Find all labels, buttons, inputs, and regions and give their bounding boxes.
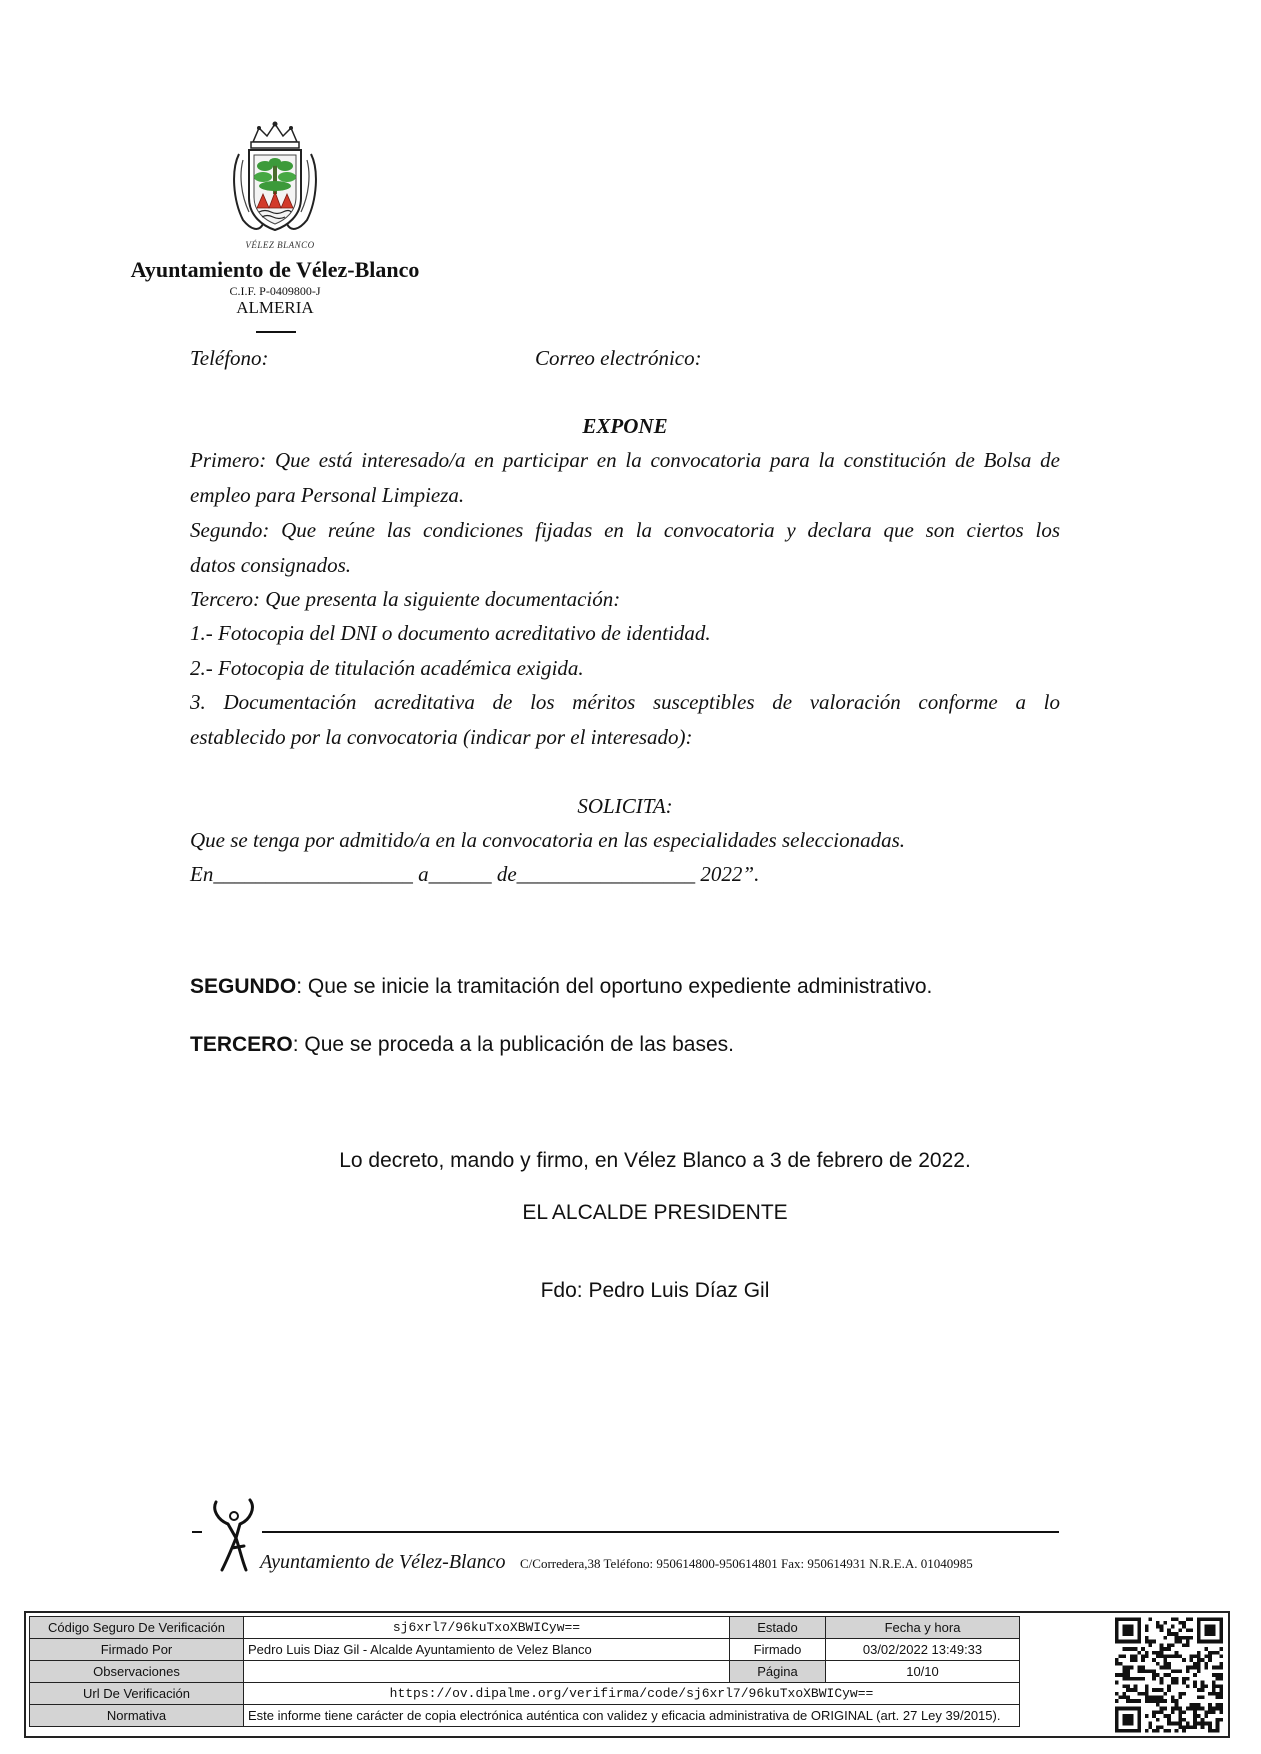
signer-name: Fdo: Pedro Luis Díaz Gil: [540, 1279, 770, 1302]
footer-divider: [262, 1531, 1059, 1533]
url-value[interactable]: https://ov.dipalme.org/verifirma/code/sj6xrl7/96kuTxoXBWICyw==: [244, 1683, 1020, 1705]
pagina-value: 10/10: [826, 1661, 1020, 1683]
verification-box: [24, 1611, 1230, 1738]
csv-value: sj6xrl7/96kuTxoXBWICyw==: [244, 1617, 730, 1639]
municipality-cif: C.I.F. P-0409800-J: [229, 284, 321, 298]
segundo-paragraph: [190, 975, 932, 999]
expone-line: establecido por la convocatoria (indicar por el interesado):: [190, 725, 693, 749]
observaciones-label: Observaciones: [30, 1661, 244, 1683]
footer-figure-icon: [208, 1498, 266, 1572]
signer-title: EL ALCALDE PRESIDENTE: [522, 1201, 788, 1224]
estado-value: Firmado: [730, 1639, 826, 1661]
verification-table: [29, 1616, 1020, 1727]
table-row: [30, 1683, 1020, 1705]
firmado-label: Firmado Por: [30, 1639, 244, 1661]
qr-code-icon: [1115, 1617, 1223, 1733]
expone-line: empleo para Personal Limpieza.: [190, 483, 465, 507]
firmado-value: Pedro Luis Diaz Gil - Alcalde Ayuntamiento de Velez Blanco: [244, 1639, 730, 1661]
expone-line: Primero: Que está interesado/a en participar en la convocatoria para la constitución de Bolsa de: [190, 448, 1060, 472]
csv-label: Código Seguro De Verificación: [30, 1617, 244, 1639]
pagina-label: Página: [730, 1661, 826, 1683]
segundo-label: SEGUNDO: [190, 975, 297, 998]
expone-line: 1.- Fotocopia del DNI o documento acreditativo de identidad.: [190, 621, 711, 645]
url-label: Url De Verificación: [30, 1683, 244, 1705]
municipal-crest-icon: [229, 120, 321, 238]
expone-title: EXPONE: [582, 414, 668, 438]
header-divider: [256, 331, 296, 333]
decree-text: Lo decreto, mando y firmo, en Vélez Blanco a 3 de febrero de 2022.: [339, 1149, 971, 1172]
tercero-label: TERCERO: [190, 1033, 293, 1056]
tercero-paragraph: [190, 1033, 734, 1057]
crest-caption: VÉLEZ BLANCO: [245, 240, 315, 250]
solicita-title: SOLICITA:: [577, 794, 673, 818]
table-row: [30, 1661, 1020, 1683]
footer-address: C/Corredera,38 Teléfono: 950614800-950614801 Fax: 950614931 N.R.E.A. 01040985: [520, 1556, 973, 1571]
table-row: [30, 1639, 1020, 1661]
expone-line: datos consignados.: [190, 553, 352, 577]
expone-line: 2.- Fotocopia de titulación académica exigida.: [190, 656, 584, 680]
municipality-name: Ayuntamiento de Vélez-Blanco: [130, 257, 420, 282]
estado-label: Estado: [730, 1617, 826, 1639]
expone-line: Segundo: Que reúne las condiciones fijadas en la convocatoria y declara que son ciertos los: [190, 518, 1060, 542]
municipality-province: ALMERIA: [236, 298, 314, 317]
fecha-label: Fecha y hora: [826, 1617, 1020, 1639]
table-row: [30, 1617, 1020, 1639]
expone-line: 3. Documentación acreditativa de los méritos susceptibles de valoración conforme a lo: [190, 690, 1060, 714]
expone-line: Tercero: Que presenta la siguiente documentación:: [190, 587, 621, 611]
solicita-date-line: En___________________ a______ de_________________ 2022”.: [190, 862, 760, 886]
tercero-text: : Que se proceda a la publicación de las bases.: [292, 1033, 734, 1056]
footer-dash: [192, 1531, 202, 1533]
segundo-text: : Que se inicie la tramitación del oportuno expediente administrativo.: [296, 975, 933, 998]
table-row: [30, 1705, 1020, 1727]
observaciones-value: [244, 1661, 730, 1683]
phone-label: Teléfono:: [190, 346, 269, 370]
footer-municipality-name: Ayuntamiento de Vélez-Blanco: [260, 1551, 506, 1573]
fecha-value: 03/02/2022 13:49:33: [826, 1639, 1020, 1661]
email-label: Correo electrónico:: [535, 346, 702, 370]
normativa-label: Normativa: [30, 1705, 244, 1727]
solicita-line: Que se tenga por admitido/a en la convocatoria en las especialidades seleccionadas.: [190, 828, 906, 852]
normativa-value: Este informe tiene carácter de copia electrónica auténtica con validez y eficacia administrativa de ORIGINAL (art. 27 Ley 39/2015).: [244, 1705, 1020, 1727]
